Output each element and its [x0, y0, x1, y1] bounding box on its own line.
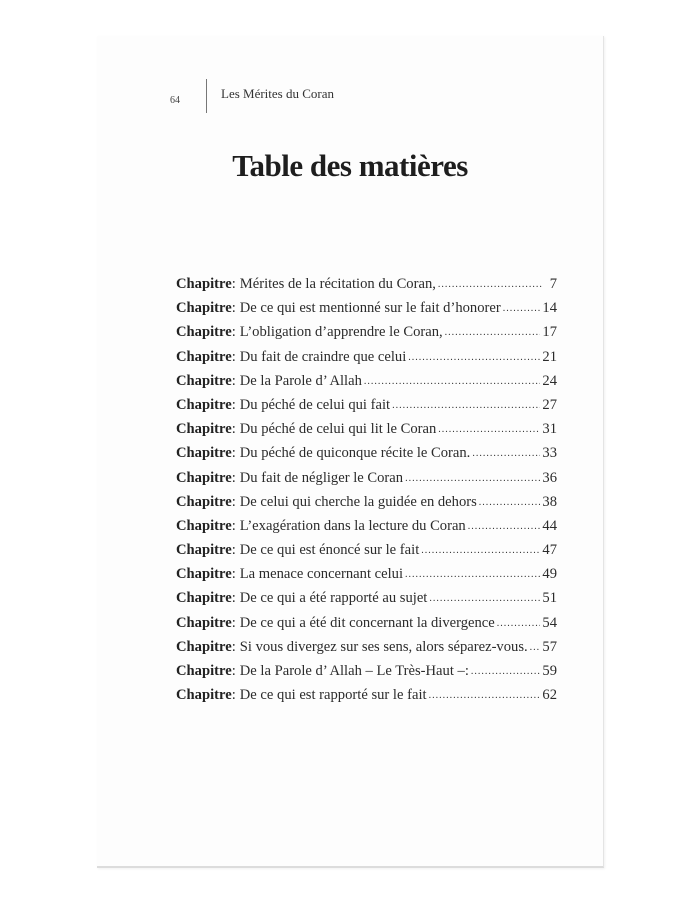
chapter-label: Chapitre	[176, 542, 232, 559]
chapter-label: Chapitre	[176, 396, 232, 413]
chapter-page: 59	[542, 663, 557, 679]
toc-entry: Chapitre : De la Parole d’ Allah ..... 24	[176, 373, 557, 397]
chapter-title: De ce qui est mentionné sur le fait d’honorer	[239, 300, 501, 317]
toc-entry: Chapitre : De ce qui est rapporté sur le fait ..... 62	[176, 687, 557, 711]
chapter-page: 17	[542, 324, 557, 341]
toc-entry: Chapitre : De ce qui est énoncé sur le fait ..... 47	[176, 542, 557, 566]
toc-entry: Chapitre : De ce qui a été rapporté au sujet ..... 51	[176, 590, 557, 614]
dot-leader	[405, 473, 540, 484]
dot-leader	[364, 376, 541, 387]
dot-leader	[471, 666, 541, 677]
chapter-title: Si vous divergez sur ses sens, alors séparez-vous.	[239, 638, 528, 655]
chapter-label: Chapitre	[176, 493, 232, 510]
dot-leader	[468, 521, 541, 532]
chapter-page: 31	[542, 421, 557, 438]
chapter-page: 57	[542, 638, 557, 655]
toc-entry: Chapitre : De ce qui est mentionné sur le fait d’honorer ..... 14	[176, 300, 557, 324]
chapter-page: 54	[542, 614, 557, 631]
toc-title: Table des matières	[232, 148, 468, 183]
chapter-label: Chapitre	[176, 590, 232, 607]
toc-entry: Chapitre : La menace concernant celui ..... 49	[176, 566, 557, 590]
dot-leader	[530, 642, 541, 653]
toc-entry: Chapitre : Du fait de négliger le Coran ..... 36	[176, 470, 557, 494]
chapter-label: Chapitre	[176, 517, 232, 534]
dot-leader	[405, 569, 540, 580]
chapter-label: Chapitre	[176, 300, 232, 317]
chapter-page: 7	[549, 276, 557, 292]
chapter-title: L’obligation d’apprendre le Coran,	[239, 324, 443, 341]
chapter-title: Mérites de la récitation du Coran,	[239, 276, 436, 292]
page-number: 64	[170, 94, 180, 106]
chapter-page: 24	[542, 372, 557, 389]
chapter-label: Chapitre	[176, 445, 232, 462]
chapter-page: 27	[542, 396, 557, 413]
chapter-title: De la Parole d’ Allah – Le Très-Haut –:	[239, 663, 469, 679]
chapter-title: La menace concernant celui	[239, 566, 404, 583]
chapter-label: Chapitre	[176, 421, 232, 438]
dot-leader	[392, 400, 540, 411]
chapter-title: De celui qui cherche la guidée en dehors	[239, 493, 477, 510]
dot-leader	[479, 497, 541, 508]
chapter-page: 47	[542, 542, 557, 559]
chapter-page: 38	[542, 493, 557, 510]
chapter-page: 44	[542, 517, 557, 534]
chapter-title: Du péché de quiconque récite le Coran.	[239, 445, 471, 462]
chapter-title: Du péché de celui qui fait	[239, 396, 391, 413]
toc-entry: Chapitre : Du péché de quiconque récite le Coran. ..... 33	[176, 445, 557, 469]
chapter-page: 49	[542, 566, 557, 583]
chapter-label: Chapitre	[176, 663, 232, 679]
toc-entry: Chapitre : L’exagération dans la lecture du Coran ..... 44	[176, 518, 557, 542]
chapter-label: Chapitre	[176, 638, 232, 655]
dot-leader	[472, 448, 540, 459]
chapter-label: Chapitre	[176, 324, 232, 341]
running-header	[170, 78, 334, 114]
chapter-page: 62	[542, 687, 557, 704]
header-divider	[206, 79, 207, 113]
toc-entry: Chapitre : L’obligation d’apprendre le Coran, ..... 17	[176, 324, 557, 348]
chapter-label: Chapitre	[176, 469, 232, 486]
chapter-page: 14	[542, 300, 557, 317]
chapter-label: Chapitre	[176, 614, 232, 631]
dot-leader	[429, 690, 541, 701]
chapter-page: 36	[542, 469, 557, 486]
chapter-title: De ce qui a été rapporté au sujet	[239, 590, 428, 607]
dot-leader	[429, 593, 540, 604]
chapter-label: Chapitre	[176, 372, 232, 389]
dot-leader	[421, 545, 540, 556]
chapter-title: Du fait de craindre que celui	[239, 348, 407, 365]
chapter-title: Du fait de négliger le Coran	[239, 469, 404, 486]
chapter-label: Chapitre	[176, 276, 232, 292]
toc-entry: Chapitre : Si vous divergez sur ses sens, alors séparez-vous. ..... 57	[176, 639, 557, 663]
toc-entry: Chapitre : Du péché de celui qui fait ..... 27	[176, 397, 557, 421]
chapter-page: 21	[542, 348, 557, 365]
chapter-title: De ce qui est rapporté sur le fait	[239, 687, 427, 704]
toc-entry: Chapitre : Du péché de celui qui lit le Coran ..... 31	[176, 421, 557, 445]
toc-entry: Chapitre : De ce qui a été dit concernant la divergence ..... 54	[176, 615, 557, 639]
chapter-title: De ce qui est énoncé sur le fait	[239, 542, 420, 559]
dot-leader	[503, 303, 541, 314]
chapter-title: Du péché de celui qui lit le Coran	[239, 421, 437, 438]
chapter-title: De la Parole d’ Allah	[239, 372, 362, 389]
chapter-title: L’exagération dans la lecture du Coran	[239, 517, 466, 534]
chapter-label: Chapitre	[176, 348, 232, 365]
dot-leader	[445, 327, 541, 338]
running-title: Les Mérites du Coran	[221, 86, 335, 101]
toc-entry: Chapitre : Du fait de craindre que celui ..... 21	[176, 349, 557, 373]
dot-leader	[408, 352, 540, 363]
dot-leader	[438, 279, 543, 290]
chapter-title: De ce qui a été dit concernant la divergence	[239, 614, 495, 631]
chapter-page: 51	[542, 590, 557, 607]
dot-leader	[497, 618, 541, 629]
toc-entry: Chapitre : De la Parole d’ Allah – Le Très-Haut –: ..... 59	[176, 663, 557, 687]
chapter-label: Chapitre	[176, 687, 232, 704]
table-of-contents	[176, 276, 557, 711]
toc-entry: Chapitre : Mérites de la récitation du Coran, ..... 7	[176, 276, 557, 300]
chapter-label: Chapitre	[176, 566, 232, 583]
dot-leader	[438, 424, 540, 435]
toc-entry: Chapitre : De celui qui cherche la guidée en dehors ..... 38	[176, 494, 557, 518]
chapter-page: 33	[542, 445, 557, 462]
